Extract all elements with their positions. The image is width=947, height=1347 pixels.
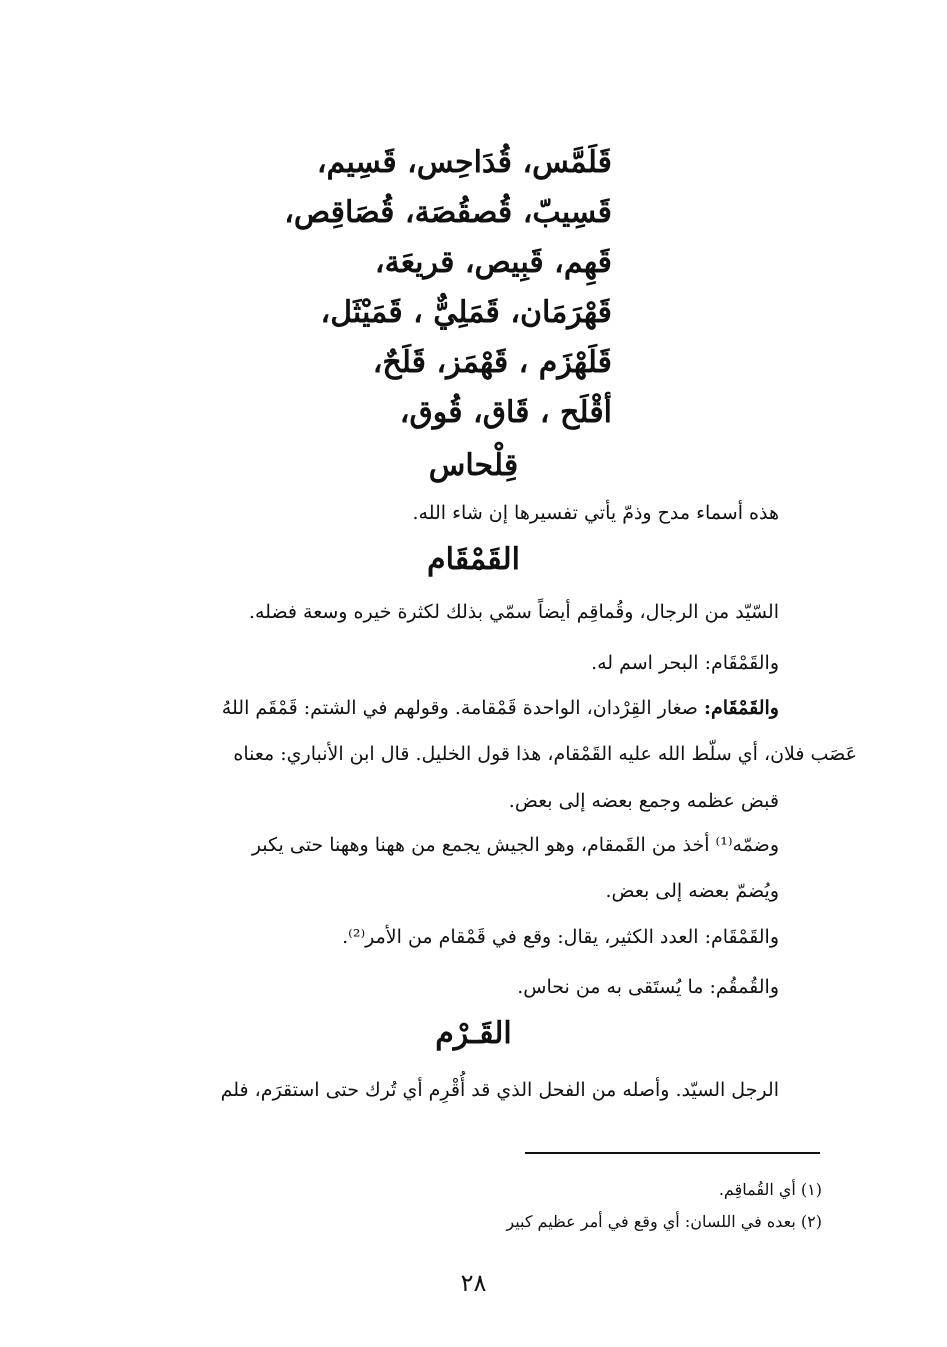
footnote-divider [525, 1152, 820, 1154]
paragraph-line: وضمّه⁽¹⁾ أخذ من القَمقام، وهو الجيش يجمع من ههنا وههنا حتى يكبر [251, 834, 779, 856]
verse-line: قَلَمَّس، قُدَاحِس، قَسِيم، [316, 145, 612, 180]
paragraph: والقَمْقَام: البحر اسم له. [591, 652, 779, 674]
entry-term: والقَمْقَام: [703, 697, 779, 719]
paragraph-line: ويُضمّ بعضه إلى بعض. [605, 880, 779, 902]
intro-text: هذه أسماء مدح وذمّ يأتي تفسيرها إن شاء الله. [412, 502, 779, 524]
section-heading: القَـرْم [435, 1016, 512, 1051]
paragraph: والقَمْقَام: العدد الكثير، يقال: وقع في قَمْقام من الأمر⁽²⁾. [342, 926, 779, 948]
page-number: ٢٨ [460, 1269, 487, 1297]
paragraph-line [79, 693, 779, 723]
paragraph: السّيّد من الرجال، وقُماقِم أيضاً سمّي بذلك لكثرة خيره وسعة فضله. [248, 601, 779, 623]
verse-line: قَهْرَمَان، قَمَلِيٌّ ، قَمَيْثَل، [320, 295, 612, 330]
footnote: (٢) بعده في اللسان: أي وقع في أمر عظيم كبير [506, 1212, 822, 1231]
paragraph-line: عَصَب فلان، أي سلّط الله عليه القَمْقام، هذا قول الخليل. قال ابن الأنباري: معناه [233, 743, 857, 765]
verse-line: قَلَهْزَم ، قَهْمَز، قَلَحٌ، [372, 345, 612, 380]
paragraph: الرجل السيّد. وأصله من الفحل الذي قد أُقْرِم أي تُرك حتى استقرَم، فلم [220, 1079, 779, 1101]
verse-line: قِلْحاس [428, 448, 519, 483]
verse-line: قَهِم، قَبِيص، قريعَة، [374, 245, 612, 280]
paragraph-text: صغار القِرْدان، الواحدة قَمْقامة. وقولهم في الشتم: قَمْقَم اللهُ [221, 697, 698, 719]
footnote: (١) أي القُماقِم. [718, 1180, 822, 1199]
paragraph: والقُمقُم: ما يُستَقى به من نحاس. [517, 976, 779, 998]
section-heading: القَمْقَام [427, 542, 520, 577]
paragraph-line: قبض عظمه وجمع بعضه إلى بعض. [508, 790, 779, 812]
verse-line: قَسِيبّ، قُصقُصَة، قُصَاقِص، [284, 195, 612, 230]
verse-line: أقْلَح ، قَاق، قُوق، [399, 395, 612, 430]
